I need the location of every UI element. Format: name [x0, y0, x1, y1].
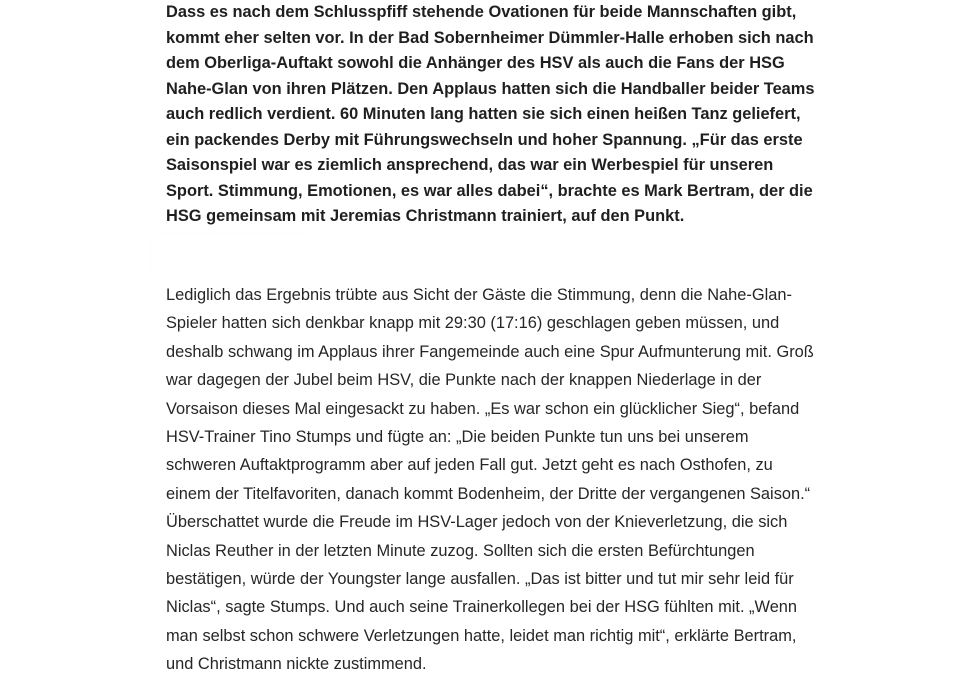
- blank-ad-slot: [152, 234, 314, 276]
- article-lead-paragraph: Dass es nach dem Schlusspfiff stehende Ovationen für beide Mannschaften gibt, kommt eher selten vor. In der Bad Sobernheimer Dümmler-Halle erhoben sich nach dem Oberliga-Auftakt sowohl die Anhänger des HSV als auch die Fans der HSG Nahe-Glan von ihren Plätzen. Den Applaus hatten sich die Handballer beider Teams auch redlich verdient. 60 Minuten lang hatten sie sich einen heißen Tanz geliefert, ein packendes Derby mit Führungswechseln und hoher Spannung. „Für das erste Saisonspiel war es ziemlich ansprechend, das war ein Werbespiel für unseren Sport. Stimmung, Emotionen, es war alles dabei“, brachte es Mark Bertram, der die HSG gemeinsam mit Jeremias Christmann trainiert, auf den Punkt.: [166, 3, 815, 225]
- article-lead-container: [166, 0, 816, 230]
- article-body-paragraph: Lediglich das Ergebnis trübte aus Sicht der Gäste die Stimmung, denn die Nahe-Glan-Spieler hatten sich denkbar knapp mit 29:30 (17:16) geschlagen geben müssen, und deshalb schwang im Applaus ihrer Fangemeinde auch eine Spur Aufmunterung mit. Groß war dagegen der Jubel beim HSV, die Punkte nach der knappen Niederlage in der Vorsaison dieses Mal eingesackt zu haben. „Es war schon ein glücklicher Sieg“, befand HSV-Trainer Tino Stumps und fügte an: „Die beiden Punkte tun uns bei unserem schweren Auftaktprogramm aber auf jeden Fall gut. Jetzt geht es nach Osthofen, zu einem der Titelfavoriten, danach kommt Bodenheim, der Dritte der vergangenen Saison.“ Überschattet wurde die Freude im HSV-Lager jedoch von der Knieverletzung, die sich Niclas Reuther in der letzten Minute zuzog. Sollten sich die ersten Befürchtungen bestätigen, würde der Youngster lange ausfallen. „Das ist bitter und tut mir sehr leid für Niclas“, sagte Stumps. Und auch seine Trainerkollegen bei der HSG fühlten mit. „Wenn man selbst schon schwere Verletzungen hatte, leidet man richtig mit“, erklärte Bertram, und Christmann nickte zustimmend.: [166, 286, 814, 674]
